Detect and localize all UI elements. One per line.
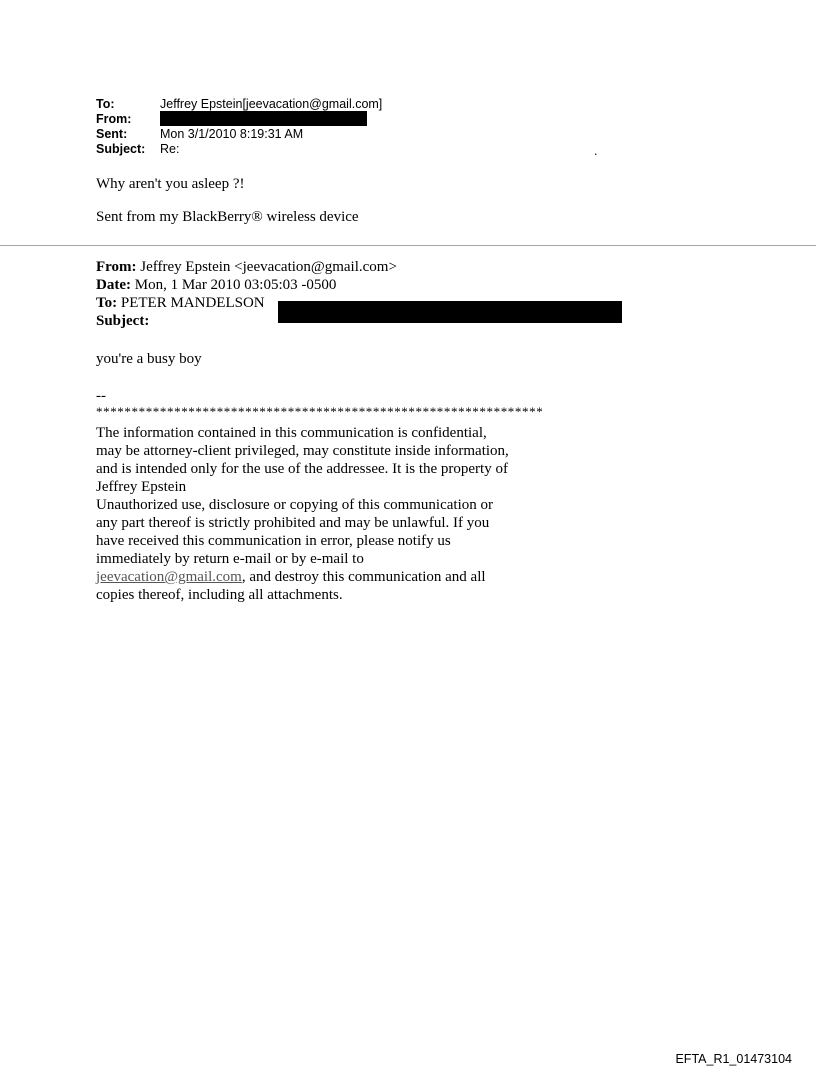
quoted-from-label: From: (96, 259, 137, 275)
divider (0, 245, 816, 246)
to-label: To: (96, 97, 115, 111)
to-row (96, 97, 382, 112)
disclaimer-text: The information contained in this communication is confidential, may be attorney-client privileged, may constitute inside information, and is intended only for the use of the addressee. It is the property of (96, 425, 509, 477)
subject-value: Re: (160, 142, 180, 156)
subject-label: Subject: (96, 142, 146, 156)
quoted-to-value: PETER MANDELSON (120, 295, 265, 311)
quoted-date-row (96, 276, 397, 294)
quoted-from-value: Jeffrey Epstein <jeevacation@gmail.com> (140, 259, 397, 275)
stray-mark: . (594, 144, 598, 158)
from-label: From: (96, 112, 132, 126)
quoted-date-label: Date: (96, 277, 131, 293)
quoted-to-label: To: (96, 295, 118, 311)
from-row (96, 112, 382, 127)
signature-separator: -- (96, 388, 106, 404)
sent-label: Sent: (96, 127, 128, 141)
reply-message: Why aren't you asleep ?! (96, 176, 245, 192)
quoted-subject-label: Subject: (96, 313, 150, 329)
subject-row (96, 142, 382, 157)
to-value: Jeffrey Epstein[jeevacation@gmail.com] (160, 97, 383, 111)
quoted-date-value: Mon, 1 Mar 2010 03:05:03 -0500 (134, 277, 337, 293)
quoted-from-row (96, 258, 397, 276)
redaction-box (160, 111, 367, 126)
confidentiality-notice (96, 424, 516, 604)
disclaimer-owner: Jeffrey Epstein (96, 479, 187, 495)
email-header (96, 97, 382, 157)
reply-signature: Sent from my BlackBerry® wireless device (96, 209, 359, 225)
disclaimer-closing: , and destroy this communication and all copies thereof, including all attachments. (96, 569, 486, 603)
asterisk-rule: *************************************************************** (96, 404, 544, 419)
disclaimer-text (96, 496, 516, 604)
redaction-box (278, 301, 622, 323)
email-link[interactable]: jeevacation@gmail.com (96, 569, 242, 585)
document-id: EFTA_R1_01473104 (675, 1052, 792, 1066)
quoted-header (96, 258, 397, 330)
disclaimer-warning: Unauthorized use, disclosure or copying of this communication or any part thereof is strictly prohibited and may be unlawful. If you have received this communication in error, please notify us immediately by return e-mail or by e-mail to (96, 497, 493, 567)
sent-row (96, 127, 382, 142)
sent-value: Mon 3/1/2010 8:19:31 AM (160, 127, 304, 141)
quoted-message: you're a busy boy (96, 351, 202, 367)
